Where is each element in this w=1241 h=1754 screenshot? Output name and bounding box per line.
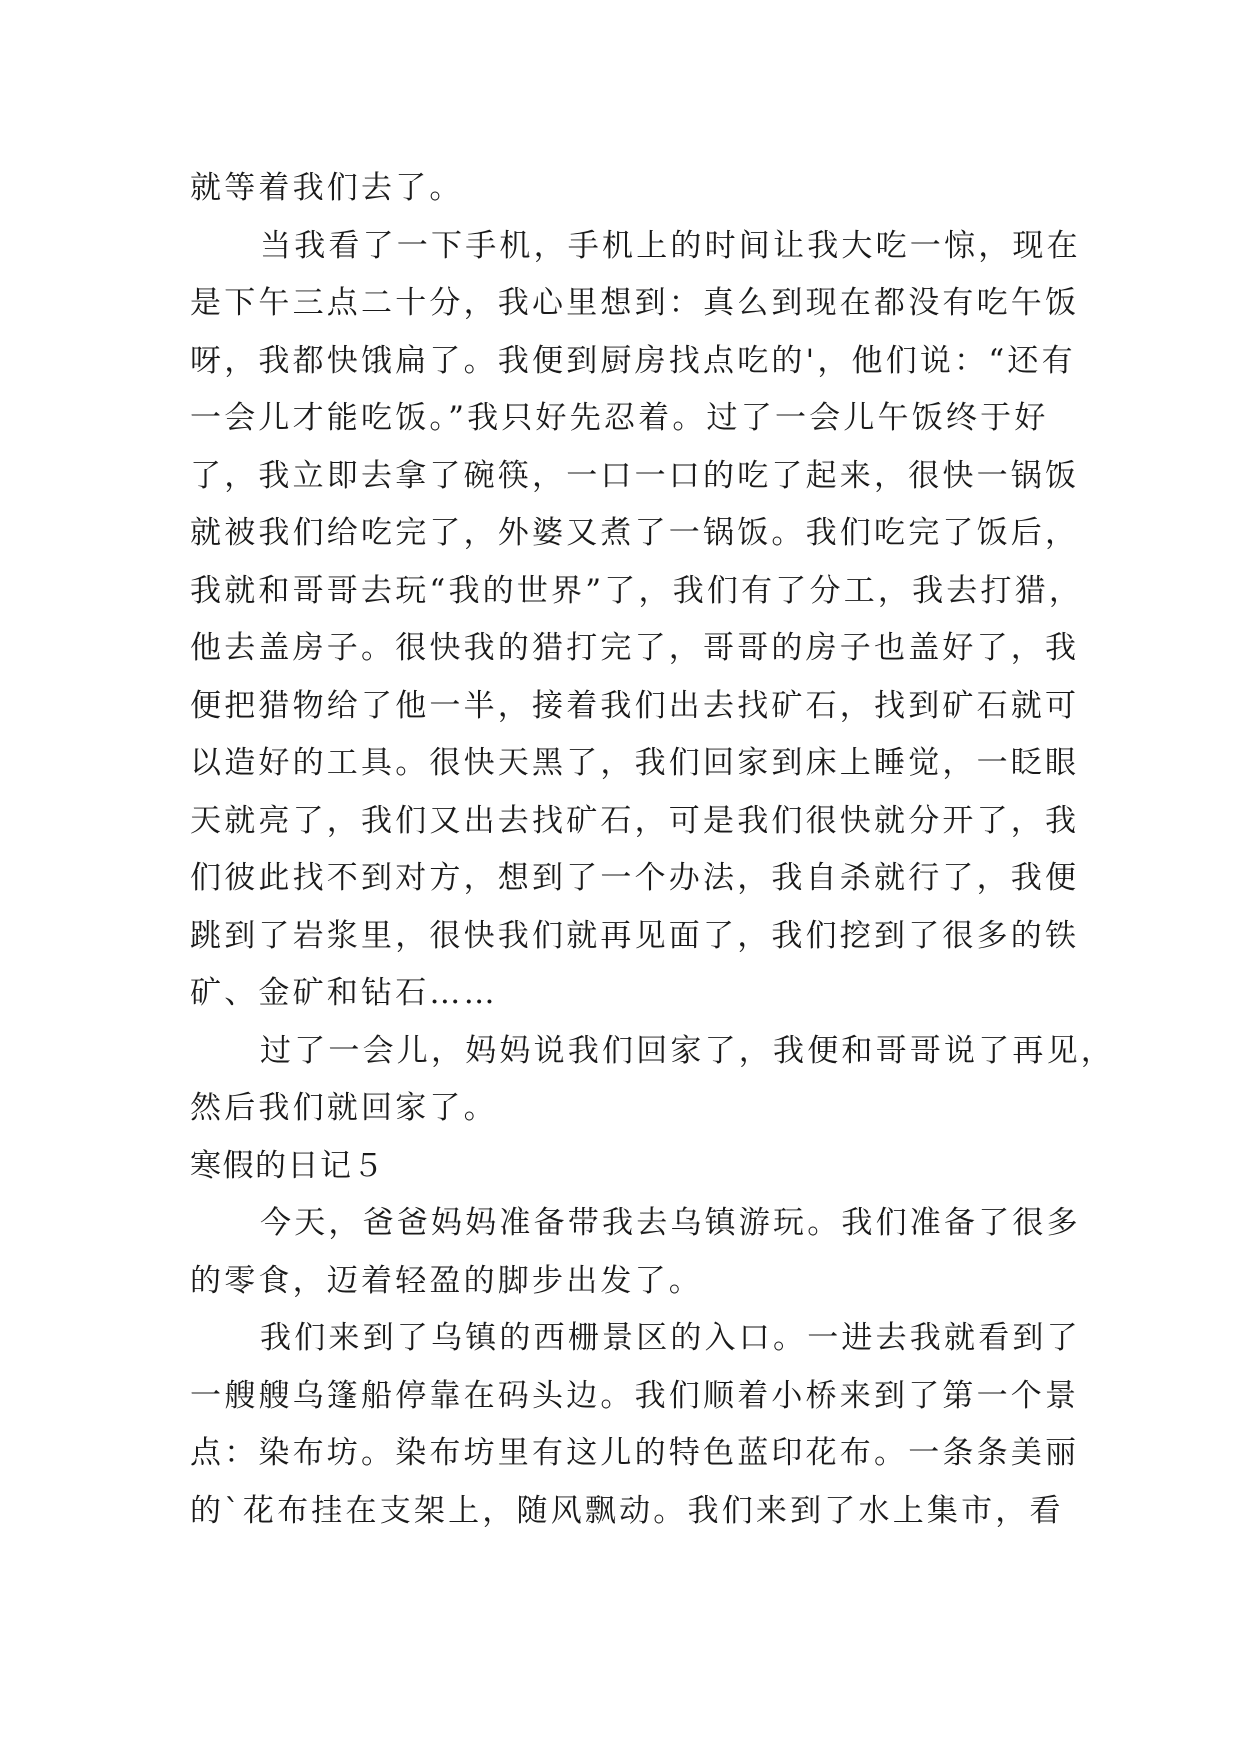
text-line: 点：染布坊。染布坊里有这儿的特色蓝印花布。一条条美丽 xyxy=(190,1435,1080,1471)
text-line: 便把猎物给了他一半，接着我们出去找矿石，找到矿石就可 xyxy=(190,687,1080,724)
text-line: 们彼此找不到对方，想到了一个办法，我自杀就行了，我便 xyxy=(190,860,1080,896)
text-line: 他去盖房子。很快我的猎打完了，哥哥的房子也盖好了，我 xyxy=(190,630,1080,666)
text-line: 天就亮了，我们又出去找矿石，可是我们很快就分开了，我 xyxy=(190,802,1080,839)
text-line: 的零食，迈着轻盈的脚步出发了。 xyxy=(190,1262,703,1299)
paragraph-start-line: 过了一会儿，妈妈说我们回家了，我便和哥哥说了再见， xyxy=(260,1032,1115,1069)
text-line: 我就和哥哥去玩“我的世界”了，我们有了分工，我去打猎， xyxy=(190,572,1084,609)
text-line: 就被我们给吃完了，外婆又煮了一锅饭。我们吃完了饭后， xyxy=(190,515,1080,551)
text-line: 就等着我们去了。 xyxy=(190,170,464,206)
diary-text xyxy=(190,160,1115,1540)
text-line: 的`花布挂在支架上，随风飘动。我们来到了水上集市，看 xyxy=(190,1492,1064,1529)
text-line: 是下午三点二十分，我心里想到：真么到现在都没有吃午饭 xyxy=(190,285,1080,321)
paragraph-start-line: 当我看了一下手机，手机上的时间让我大吃一惊，现在 xyxy=(260,227,1081,264)
text-line: 以造好的工具。很快天黑了，我们回家到床上睡觉，一眨眼 xyxy=(190,745,1080,781)
text-line: 呀，我都快饿扁了。我便到厨房找点吃的'，他们说：“还有 xyxy=(190,342,1076,379)
text-line: 一艘艘乌篷船停靠在码头边。我们顺着小桥来到了第一个景 xyxy=(190,1377,1080,1414)
text-line: 一会儿才能吃饭。”我只好先忍着。过了一会儿午饭终于好 xyxy=(190,400,1049,436)
text-line: 然后我们就回家了。 xyxy=(190,1090,498,1126)
paragraph-start-line: 今天，爸爸妈妈准备带我去乌镇游玩。我们准备了很多 xyxy=(260,1205,1081,1241)
section-heading: 寒假的日记５ xyxy=(190,1147,385,1184)
text-line: 跳到了岩浆里，很快我们就再见面了，我们挖到了很多的铁 xyxy=(190,917,1080,954)
text-line: 矿、金矿和钻石…… xyxy=(190,975,498,1011)
paragraph-start-line: 我们来到了乌镇的西栅景区的入口。一进去我就看到了 xyxy=(260,1320,1081,1356)
text-line: 了，我立即去拿了碗筷，一口一口的吃了起来，很快一锅饭 xyxy=(190,457,1080,494)
